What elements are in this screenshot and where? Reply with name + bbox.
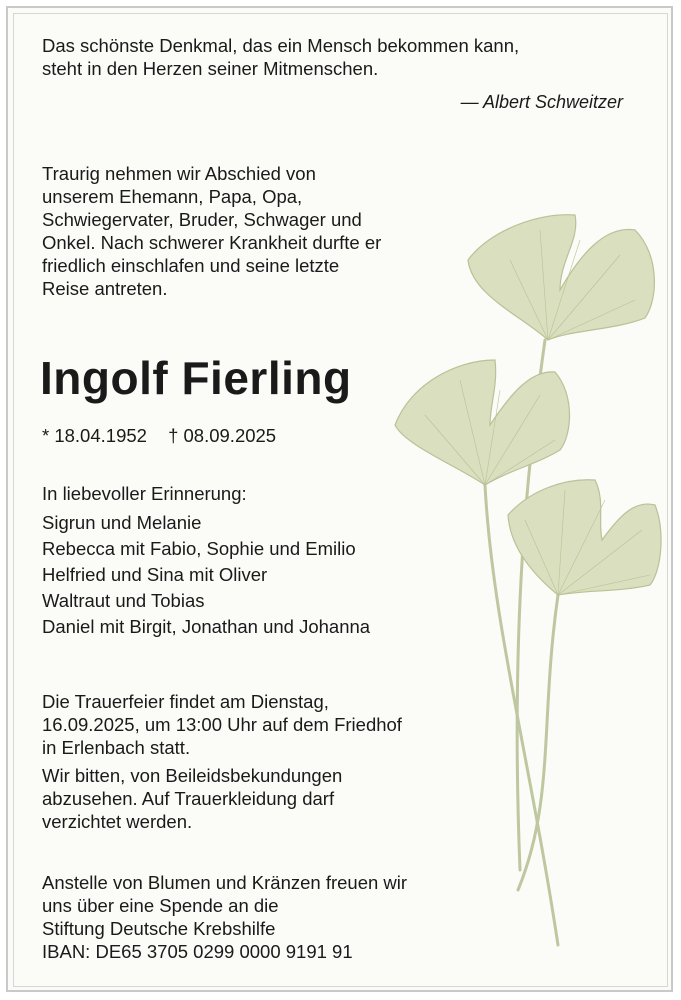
deceased-name: Ingolf Fierling [40,352,352,404]
ginkgo-stem-3 [518,595,558,890]
list-item: Rebecca mit Fabio, Sophie und Emilio [42,538,356,559]
request-line: Wir bitten, von Beileidsbekundungen [42,765,343,786]
death-date: † 08.09.2025 [168,425,277,446]
list-item: Waltraut und Tobias [42,590,205,611]
farewell-line: unserem Ehemann, Papa, Opa, [42,186,303,207]
ceremony-line: 16.09.2025, um 13:00 Uhr auf dem Friedhof [42,714,402,735]
donation-line: uns über eine Spende an die [42,895,279,916]
birth-date: * 18.04.1952 [42,425,147,446]
condolence-request [42,764,442,833]
farewell-line: Schwiegervater, Bruder, Schwager und [42,209,362,230]
iban: IBAN: DE65 3705 0299 0000 9191 91 [42,941,353,962]
quote-line: steht in den Herzen seiner Mitmenschen. [42,58,379,79]
quote-author: — Albert Schweitzer [460,92,623,112]
memory-title: In liebevoller Erinnerung: [42,483,247,504]
request-line: verzichtet werden. [42,811,193,832]
list-item: Helfried und Sina mit Oliver [42,564,268,585]
quote-line: Das schönste Denkmal, das ein Mensch bekommen kann, [42,35,520,56]
list-item: Sigrun und Melanie [42,512,202,533]
request-line: abzusehen. Auf Trauerkleidung darf [42,788,335,809]
ginkgo-leaves-illustration [380,200,670,960]
list-item: Daniel mit Birgit, Jonathan und Johanna [42,616,371,637]
donation-line: Stiftung Deutsche Krebshilfe [42,918,276,939]
donation-info [42,871,502,963]
ceremony-line: Die Trauerfeier findet am Dienstag, [42,691,329,712]
donation-line: Anstelle von Blumen und Kränzen freuen wir [42,872,408,893]
ceremony-line: in Erlenbach statt. [42,737,191,758]
ginkgo-leaf-bottom [508,480,661,595]
ginkgo-leaf-top [468,215,654,340]
farewell-text [42,162,462,300]
life-dates [42,424,276,447]
farewell-line: Reise antreten. [42,278,168,299]
mourners-list [42,510,370,640]
quote [42,34,642,80]
farewell-line: Traurig nehmen wir Abschied von [42,163,316,184]
farewell-line: Onkel. Nach schwerer Krankheit durfte er [42,232,382,253]
ceremony-info [42,690,442,759]
farewell-line: friedlich einschlafen und seine letzte [42,255,340,276]
ginkgo-leaf-middle [395,360,570,485]
